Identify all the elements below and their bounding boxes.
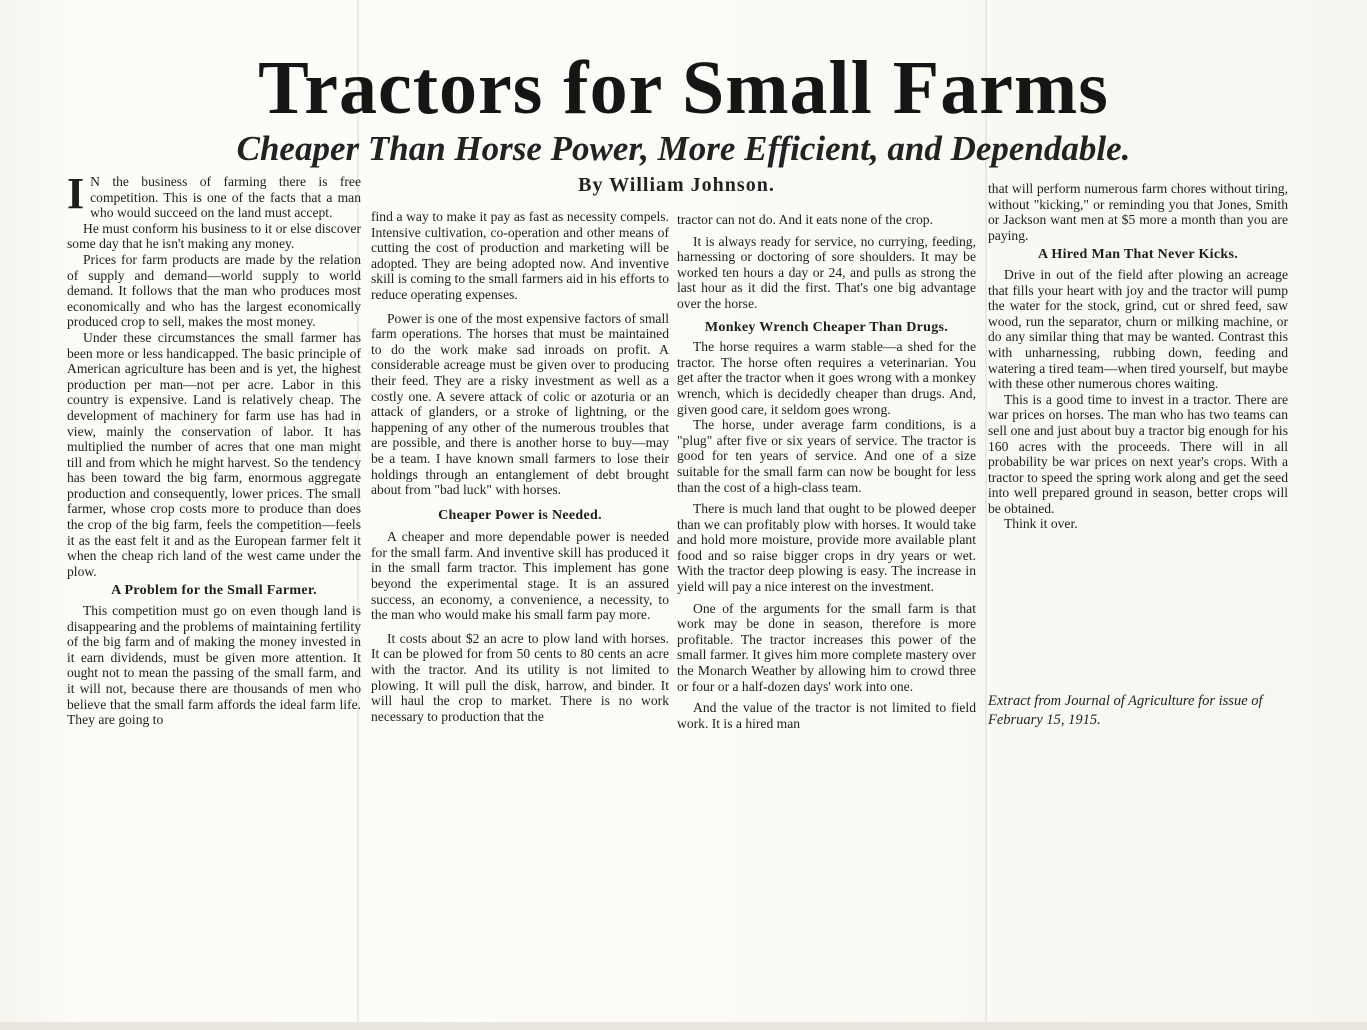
drop-cap: I	[67, 169, 85, 218]
paragraph: He must conform his business to it or else discover some day that he isn't making any money.	[67, 220, 361, 252]
section-heading: A Hired Man That Never Kicks.	[1037, 247, 1239, 263]
paragraph: Drive in out of the field after plowing an acreage that fills your heart with joy and the tractor will pump the water for the stock, grind, cut or shred feed, saw wood, run the separator, churn or milking machine, or do any similar thing that may be wanted. Contrast this with unharnessing, rubbing down, feeding and watering a tired team—when tired yourself, but maybe with these other numerous chores waiting.	[988, 266, 1288, 392]
section-heading: Monkey Wrench Cheaper Than Drugs.	[704, 319, 949, 335]
column-3	[677, 212, 976, 731]
paragraph: There is much land that ought to be plowed deeper than we can profitably plow with horses. It would take and hold more moisture, provide more available plant food and so raise bigger crops in dry years or wet. With the tractor deep plowing is easy. The increase in yield will pay a nice interest on the investment.	[677, 501, 976, 595]
paragraph: One of the arguments for the small farm is that work may be done in season, therefore is more profitable. The tractor increases this power of the small farmer. It gives him more complete mastery over the Monarch Weather by allowing him to crowd three or four or a half-dozen days' work into one.	[677, 600, 976, 694]
paragraph: It costs about $2 an acre to plow land with horses. It can be plowed for from 50 cents to 80 cents an acre with the tractor. And its utility is not limited to plowing. It will pull the disk, harrow, and binder. It will haul the crop to market. There is no work necessary to production that the	[371, 630, 669, 724]
paragraph: The horse requires a warm stable—a shed for the tractor. The horse often requires a veterinarian. You get after the tractor when it goes wrong with a monkey wrench, which is decidedly cheaper than drugs. And, given good care, it seldom goes wrong.	[677, 339, 976, 417]
column-1	[67, 169, 361, 728]
paragraph: Think it over.	[1004, 516, 1078, 532]
paragraph: A cheaper and more dependable power is needed for the small farm. And inventive skill has produced it in the small farm tractor. This implement has gone beyond the experimental stage. It is an assured success, an economy, a convenience, a necessity, to the man who would make his small farm pay more.	[371, 529, 669, 623]
column-2	[371, 209, 669, 724]
paragraph: This competition must go on even though land is disappearing and the problems of maintaining fertility of the big farm and of making the money invested in it earn dividends, must be given more attention. It ought not to mean the passing of the small farm, and it will not, because there are thousands of men who believe that the small farm affords the ideal farm life. They are going to	[67, 603, 361, 728]
article-subtitle: Cheaper Than Horse Power, More Efficient, and Dependable.	[236, 129, 1131, 168]
column-4	[988, 181, 1288, 532]
paragraph: And the value of the tractor is not limited to field work. It is a hired man	[677, 700, 976, 731]
source-credit: Extract from Journal of Agriculture for issue of February 15, 1915.	[988, 693, 1263, 728]
paragraph: Under these circumstances the small farmer has been more or less handicapped. The basic principle of American agriculture has been and is yet, the highest production per man—not per acre. Labor in this country is expensive. Land is relatively cheap. The development of machinery for farm use has had in view, mainly the conservation of labor. It has multiplied the number of acres that one man might till and from which he might harvest. So the tendency has been toward the big farm, enormous aggregate production and consequently, lower prices. The small farmer, whose crop costs more to produce than does the crop of the big farm, feels the competition—feels it as the east felt it and as the European farmer felt it when the cheap rich land of the west came under the plow.	[67, 329, 361, 579]
paragraph: Prices for farm products are made by the relation of supply and demand—world supply to world demand. It follows that the man who produces most economically and who has the largest economically produced crop to sell, makes the most money.	[67, 251, 361, 330]
section-heading: A Problem for the Small Farmer.	[111, 583, 317, 599]
paragraph: It is always ready for service, no currying, feeding, harnessing or doctoring of sore shoulders. It may be worked ten hours a day or 24, and pulls as strong the last hour as it did the first. That's one big advantage over the horse.	[677, 233, 976, 311]
page-edge	[0, 1022, 1367, 1030]
section-heading: Cheaper Power is Needed.	[438, 507, 602, 523]
paragraph: Power is one of the most expensive factors of small farm operations. The horses that must be maintained to do the work make sad inroads on profit. A considerable acreage must be given over to producing their feed. They are a risky investment as well as a costly one. A severe attack of colic or azoturia or an attack of glanders, or a stroke of lightning, or the happening of any other of the numerous troubles that are possible, and there is another horse to buy—may be a team. I have known small farmers to lose their holdings through an entanglement of debt brought about from "bad luck" with horses.	[371, 310, 669, 498]
paragraph: find a way to make it pay as fast as necessity compels. Intensive cultivation, co-operation and other means of cutting the cost of production and marketing will be adopted. They are being adopted now. And inventive skill is coming to the small farmers aid in his efforts to reduce operating expenses.	[371, 209, 669, 302]
article-byline: By William Johnson.	[578, 174, 775, 196]
paragraph: The horse, under average farm conditions, is a "plug" after five or six years of service. The tractor is good for ten years of service. And one of a size suitable for the small farm can now be bought for less than the cost of a high-class team.	[677, 417, 976, 495]
article-title: Tractors for Small Farms	[258, 46, 1109, 130]
paragraph: This is a good time to invest in a tractor. There are war prices on horses. The man who has two teams can sell one and just about buy a tractor big enough for his 160 acres with the proceeds. There will in all probability be war prices on next year's crops. With a tractor to speed the spring work along and get the seed into well prepared ground in season, better crops will be obtained.	[988, 391, 1288, 516]
paragraph: that will perform numerous farm chores without tiring, without "kicking," or reminding you that Jones, Smith or Jackson want men at $5 more a month than you are paying.	[988, 181, 1288, 243]
paragraph: tractor can not do. And it eats none of the crop.	[677, 212, 933, 227]
paragraph: I N the business of farming there is free competition. This is one of the facts that a man who would succeed on the land must accept.	[67, 169, 361, 221]
